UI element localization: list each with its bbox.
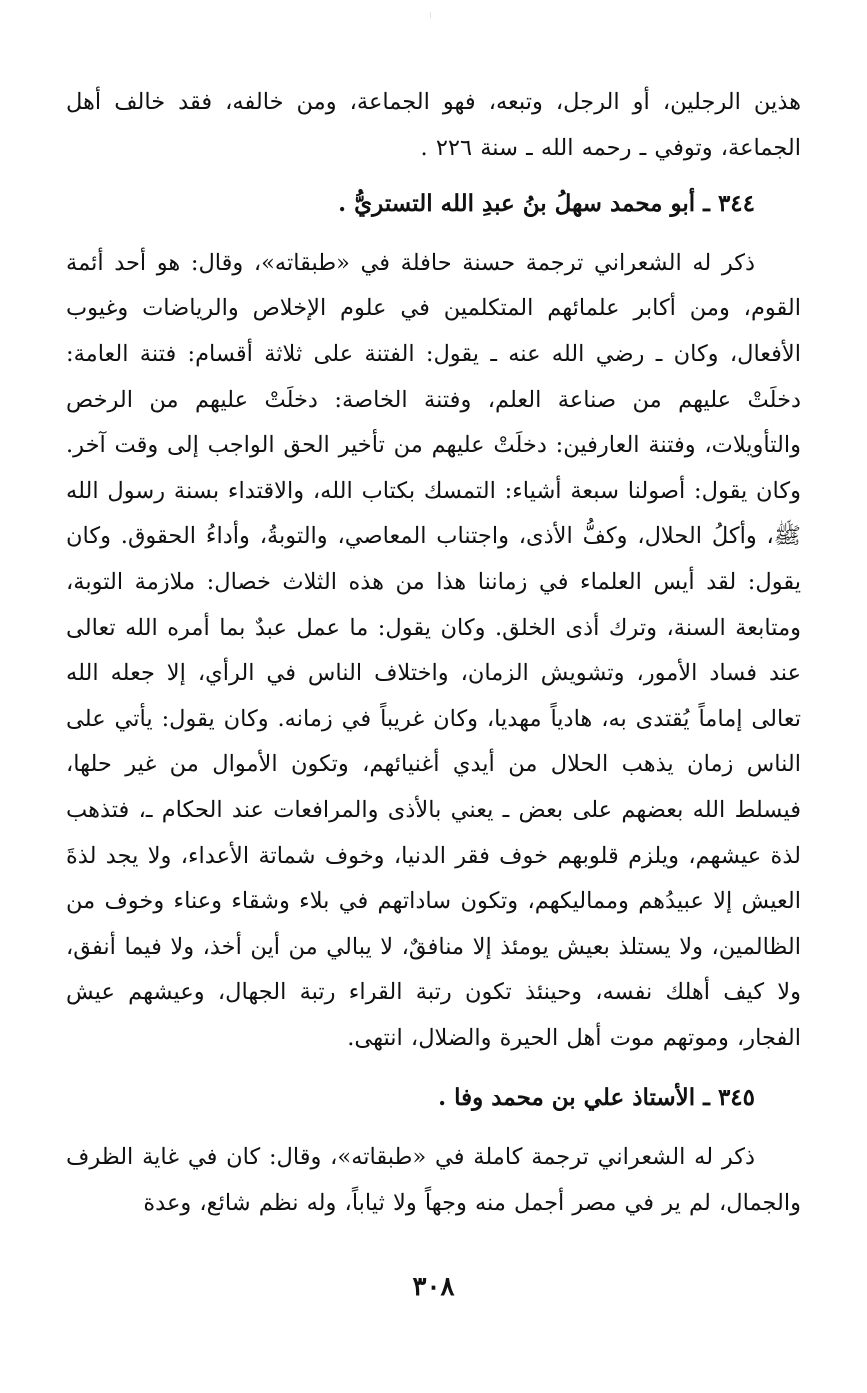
- entry-344-body: ذكر له الشعراني ترجمة حسنة حافلة في «طبقاته»، وقال: هو أحد أئمة القوم، ومن أكابر علمائهم المتكلمين في علوم الإخلاص والرياضات وغيوب الأفعال، وكان ـ رضي الله عنه ـ يقول: الفتنة على ثلاثة أقسام: فتنة العامة: دخلَتْ عليهم من صناعة العلم، وفتنة الخاصة: دخلَتْ عليهم من الرخص والتأويلات، وفتنة العارفين: دخلَتْ عليهم من تأخير الحق الواجب إلى وقت آخر. وكان يقول: أصولنا سبعة أشياء: التمسك بكتاب الله، والاقتداء بسنة رسول الله ﷺ، وأكلُ الحلال، وكفُّ الأذى، واجتناب المعاصي، والتوبةُ، وأداءُ الحقوق. وكان يقول: لقد أيس العلماء في زماننا هذا من هذه الثلاث خصال: ملازمة التوبة، ومتابعة السنة، وترك أذى الخلق. وكان يقول: ما عمل عبدٌ بما أمره الله تعالى عند فساد الأمور، وتشويش الزمان، واختلاف الناس في الرأي، إلا جعله الله تعالى إماماً يُقتدى به، هادياً مهديا، وكان غريباً في زمانه. وكان يقول: يأتي على الناس زمان يذهب الحلال من أيدي أغنيائهم، وتكون الأموال من غير حلها، فيسلط الله بعضهم على بعض ـ يعني بالأذى والمرافعات عند الحكام ـ، فتذهب لذة عيشهم، ويلزم قلوبهم خوف فقر الدنيا، وخوف شماتة الأعداء، ولا يجد لذةَ العيش إلا عبيدُهم ومماليكهم، وتكون ساداتهم في بلاء وشقاء وعناء وخوف من الظالمين، ولا يستلذ بعيش يومئذ إلا منافقٌ، لا يبالي من أين أخذ، ولا فيما أنفق، ولا كيف أهلك نفسه، وحينئذ تكون رتبة القراء رتبة الجهال، وعيشهم عيش الفجار، وموتهم موت أهل الحيرة والضلال، انتهى.: [66, 249, 801, 1051]
- entry-345-heading: ٣٤٥ ـ الأستاذ علي بن محمد وفا .: [438, 1084, 755, 1112]
- page-number: ٣٠٨: [412, 1272, 455, 1302]
- continuation-paragraph: هذين الرجلين، أو الرجل، وتبعه، فهو الجماعة، ومن خالفه، فقد خالف أهل الجماعة، وتوفي ـ رحمه الله ـ سنة ٢٢٦ .: [66, 89, 801, 161]
- entry-345-body: ذكر له الشعراني ترجمة كاملة في «طبقاته»، وقال: كان في غاية الظرف والجمال، لم ير في مصر أجمل منه وجهاً ولا ثياباً، وله نظم شائع، وعدة: [66, 1144, 801, 1216]
- book-page-body: [66, 80, 801, 1226]
- scan-mark: [430, 12, 431, 18]
- entry-344-heading: ٣٤٤ ـ أبو محمد سهلُ بنُ عبدِ الله التستريُّ .: [338, 190, 755, 218]
